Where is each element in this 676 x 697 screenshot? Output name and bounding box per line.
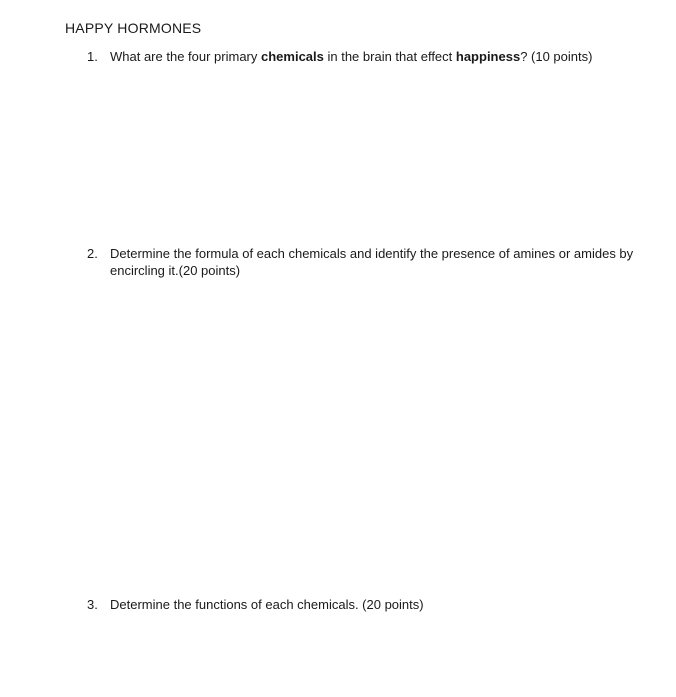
question-text	[110, 48, 671, 65]
question-number: 3.	[87, 597, 98, 612]
question-1	[87, 48, 671, 65]
question-text-part: ? (10 points)	[520, 49, 593, 64]
question-text-emphasis: chemicals	[261, 49, 324, 64]
question-text-part: Determine the functions of each chemicals. (20 points)	[110, 597, 424, 612]
page-title: HAPPY HORMONES	[65, 20, 202, 36]
question-text-emphasis: happiness	[455, 49, 521, 64]
question-number: 1.	[87, 49, 98, 64]
question-text-part: in the brain that effect	[323, 49, 456, 64]
question-2	[87, 245, 671, 279]
question-text	[110, 596, 671, 613]
question-text	[110, 245, 671, 279]
question-number: 2.	[87, 246, 98, 261]
question-text-part: What are the four primary	[110, 49, 261, 64]
question-3	[87, 596, 671, 613]
question-text-part: Determine the formula of each chemicals and identify the presence of amines or amides by encircling it.(20 points)	[110, 246, 634, 278]
